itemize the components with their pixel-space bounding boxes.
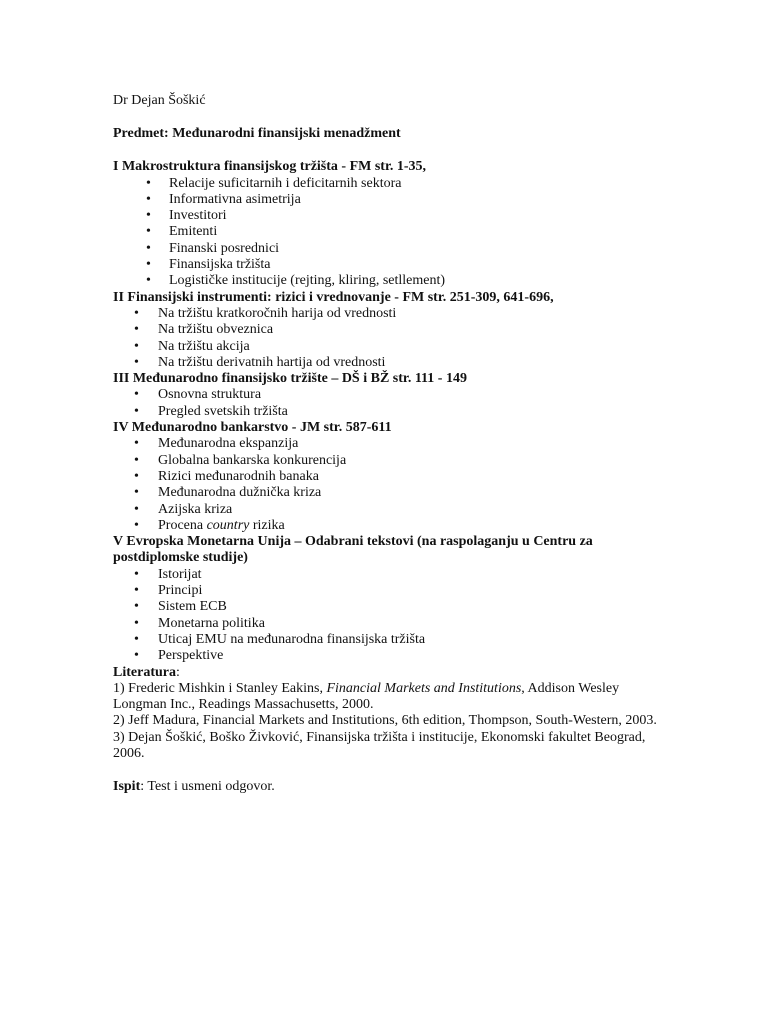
list-item: • Na tržištu kratkoročnih harija od vrednosti	[134, 305, 397, 321]
list-item: • Emitenti	[146, 224, 218, 240]
list-item: • Osnovna struktura	[134, 387, 262, 403]
list-item: • Sistem ECB	[134, 599, 227, 615]
section-title-1: I Makrostruktura finansijskog tržišta - FM str. 1-35,	[113, 159, 427, 175]
list-item: • Na tržištu akcija	[134, 338, 250, 354]
bullet-icon: •	[134, 615, 139, 631]
list-item: • Principi	[134, 583, 203, 599]
bullet-icon: •	[134, 354, 139, 370]
bullet-icon: •	[134, 387, 139, 403]
italic-term: country	[206, 517, 250, 533]
list-item: • Relacije suficitarnih i deficitarnih sektora	[146, 175, 402, 191]
list-item: • Na tržištu derivatnih hartija od vrednosti	[134, 354, 386, 370]
bullet-icon: •	[134, 485, 139, 501]
section-list-4	[113, 436, 673, 534]
section-list-5	[113, 567, 673, 665]
subject-title: Predmet: Međunarodni finansijski menadžment	[113, 126, 401, 141]
list-item: • Procena country rizika	[134, 517, 285, 533]
reference-1: 1) Frederic Mishkin i Stanley Eakins, Financial Markets and Institutions, Addison Wesley Longman Inc., Readings Massachusetts, 2000.	[113, 680, 620, 713]
list-item: • Finanski posrednici	[146, 240, 280, 256]
bullet-icon: •	[134, 436, 139, 452]
bullet-icon: •	[134, 599, 139, 615]
bullet-icon: •	[146, 240, 151, 256]
list-item: • Perspektive	[134, 648, 224, 664]
section-title-5: V Evropska Monetarna Unija – Odabrani tekstovi (na raspolaganju u Centru za postdiplomske studije)	[113, 534, 593, 566]
exam-info: Ispit: Test i usmeni odgovor.	[113, 779, 275, 795]
list-item: • Investitori	[146, 208, 227, 224]
list-item: • Logističke institucije (rejting, kliring, setllement)	[146, 273, 446, 289]
section-list-2	[113, 306, 673, 371]
list-item: • Pregled svetskih tržišta	[134, 403, 288, 419]
bullet-icon: •	[146, 191, 151, 207]
bullet-icon: •	[134, 338, 139, 354]
bullet-icon: •	[146, 175, 151, 191]
list-item: • Azijska kriza	[134, 501, 233, 517]
bullet-icon: •	[134, 631, 139, 647]
bullet-icon: •	[134, 501, 139, 517]
section-list-3	[113, 387, 673, 420]
bullet-icon: •	[134, 403, 139, 419]
bullet-icon: •	[134, 322, 139, 338]
section-title-3: III Međunarodno finansijsko tržište – DŠ i BŽ str. 111 - 149	[113, 371, 467, 387]
bullet-icon: •	[134, 566, 139, 582]
list-item: • Međunarodna ekspanzija	[134, 436, 299, 452]
bullet-icon: •	[146, 208, 151, 224]
reference-2: 2) Jeff Madura, Financial Markets and Institutions, 6th edition, Thompson, South-Western, 2003.	[113, 713, 657, 729]
reference-3: 3) Dejan Šoškić, Boško Živković, Finansijska tržišta i institucije, Ekonomski fakultet Beograd, 2006.	[113, 729, 646, 761]
list-item: • Na tržištu obveznica	[134, 322, 274, 338]
section-title-2: II Finansijski instrumenti: rizici i vrednovanje - FM str. 251-309, 641-696,	[113, 289, 554, 305]
document-body	[113, 93, 673, 796]
bullet-icon: •	[134, 305, 139, 321]
bullet-icon: •	[134, 517, 139, 533]
list-item: • Globalna bankarska konkurencija	[134, 452, 347, 468]
bullet-icon: •	[146, 257, 151, 273]
list-item: • Informativna asimetrija	[146, 191, 301, 207]
list-item: • Međunarodna dužnička kriza	[134, 485, 322, 501]
list-item: • Istorijat	[134, 566, 202, 582]
bullet-icon: •	[134, 583, 139, 599]
list-item: • Uticaj EMU na međunarodna finansijska tržišta	[134, 631, 426, 647]
bullet-icon: •	[134, 468, 139, 484]
bullet-icon: •	[146, 273, 151, 289]
list-item: • Finansijska tržišta	[146, 257, 271, 273]
literature-heading: Literatura:	[113, 664, 180, 680]
author-name: Dr Dejan Šoškić	[113, 93, 206, 108]
bullet-icon: •	[134, 648, 139, 664]
bullet-icon: •	[146, 224, 151, 240]
list-item: • Monetarna politika	[134, 615, 265, 631]
section-list-1	[113, 176, 673, 290]
bullet-icon: •	[134, 452, 139, 468]
book-title: Financial Markets and Institutions	[326, 680, 522, 696]
list-item: • Rizici međunarodnih banaka	[134, 468, 319, 484]
section-title-4: IV Međunarodno bankarstvo - JM str. 587-611	[113, 420, 392, 436]
